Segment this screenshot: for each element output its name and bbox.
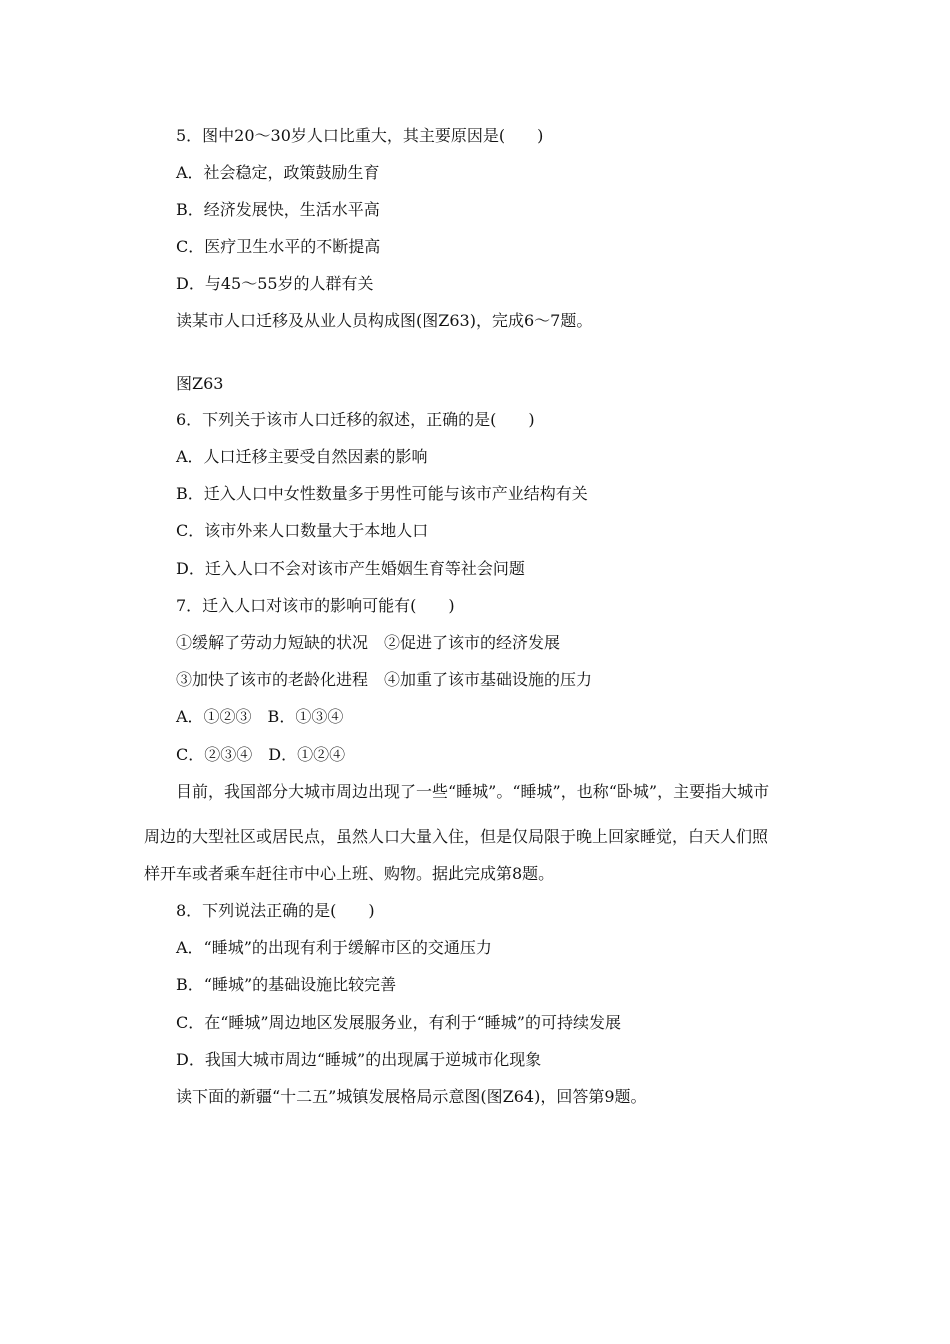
passage-8-line-1: 目前，我国部分大城市周边出现了一些“睡城”。“睡城”，也称“卧城”，主要指大城市	[176, 782, 770, 801]
question-8-option-c: C．在“睡城”周边地区发展服务业，有利于“睡城”的可持续发展	[176, 1013, 621, 1032]
question-7-options-c-d: C．②③④ D．①②④	[176, 745, 346, 764]
question-8-option-a: A．“睡城”的出现有利于缓解市区的交通压力	[176, 938, 492, 957]
question-6-option-b: B．迁入人口中女性数量多于男性可能与该市产业结构有关	[176, 484, 588, 503]
figure-z63-caption: 图Z63	[176, 374, 224, 393]
question-5-option-c: C．医疗卫生水平的不断提高	[176, 237, 381, 256]
question-8-stem: 8．下列说法正确的是( )	[176, 901, 375, 920]
question-7-options-a-b: A．①②③ B．①③④	[176, 707, 344, 726]
question-6-option-c: C．该市外来人口数量大于本地人口	[176, 521, 429, 540]
question-5-stem: 5．图中20～30岁人口比重大，其主要原因是( )	[176, 126, 544, 145]
question-8-option-d: D．我国大城市周边“睡城”的出现属于逆城市化现象	[176, 1050, 542, 1069]
question-7-stem: 7．迁入人口对该市的影响可能有( )	[176, 596, 455, 615]
question-5-option-a: A．社会稳定，政策鼓励生育	[176, 163, 380, 182]
question-5-option-d: D．与45～55岁的人群有关	[176, 274, 374, 293]
question-6-stem: 6．下列关于该市人口迁移的叙述，正确的是( )	[176, 410, 535, 429]
question-6-option-a: A．人口迁移主要受自然因素的影响	[176, 447, 428, 466]
passage-8-line-2: 周边的大型社区或居民点，虽然人口大量入住，但是仅局限于晚上回家睡觉，白天人们照	[144, 827, 769, 846]
intro-question-9: 读下面的新疆“十二五”城镇发展格局示意图(图Z64)，回答第9题。	[176, 1087, 647, 1106]
question-7-statements-3-4: ③加快了该市的老龄化进程 ④加重了该市基础设施的压力	[176, 670, 593, 689]
question-8-option-b: B．“睡城”的基础设施比较完善	[176, 975, 397, 994]
question-7-statements-1-2: ①缓解了劳动力短缺的状况 ②促进了该市的经济发展	[176, 633, 561, 652]
intro-questions-6-7: 读某市人口迁移及从业人员构成图(图Z63)，完成6～7题。	[176, 311, 593, 330]
question-6-option-d: D．迁入人口不会对该市产生婚姻生育等社会问题	[176, 559, 525, 578]
passage-8-line-3: 样开车或者乘车赶往市中心上班、购物。据此完成第8题。	[144, 864, 555, 883]
question-5-option-b: B．经济发展快，生活水平高	[176, 200, 380, 219]
